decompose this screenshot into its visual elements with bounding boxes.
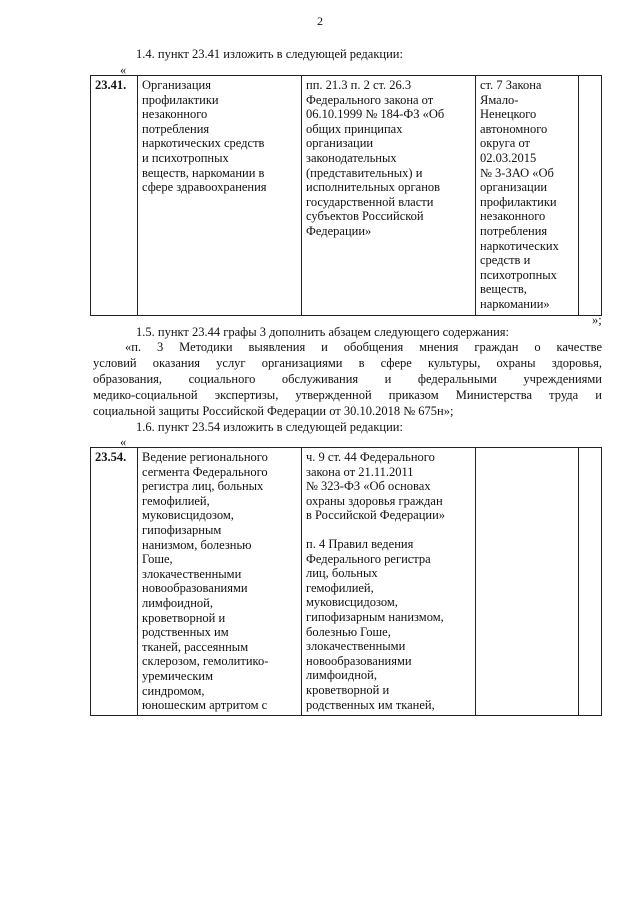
- table-23-54: [90, 447, 602, 716]
- federal-basis-part-1: ч. 9 ст. 44 Федерального закона от 21.11.2011 № 323-ФЗ «Об основах охраны здоровья граждан в Российской Федерации»: [306, 450, 446, 523]
- last-column: [579, 448, 602, 716]
- federal-basis: [302, 448, 476, 716]
- item-name: Организация профилактики незаконного потребления наркотических средств и психотропных веществ, наркомании в сфере здравоохранения: [138, 76, 302, 316]
- item-name: Ведение регионального сегмента Федерального регистра лиц, больных гемофилией, муковисцидозом, гипофизарным нанизмом, болезнью Гоше, злокачественными новообразованиями лимфоидной, кроветворной и родственных им тканей, рассеянным склерозом, гемолитико- уремическим синдромом, юношеским артритом с: [138, 448, 302, 716]
- federal-basis: пп. 21.3 п. 2 ст. 26.3 Федерального закона от 06.10.1999 № 184-ФЗ «Об общих принципах организации законодательных (представительных) и исполнительных органов государственной власти субъектов Российской Федерации»: [302, 76, 476, 316]
- regional-basis: [476, 448, 579, 716]
- table-row: [91, 76, 602, 316]
- federal-basis-part-2: п. 4 Правил ведения Федерального регистра лиц, больных гемофилией, муковисцидозом, гипофизарным нанизмом, болезнью Гоше, злокачественными новообразованиями лимфоидной, кроветворной и родственных им тканей,: [306, 536, 444, 712]
- paragraph-line: условий оказания услуг организациями в сфере культуры, охраны здоровья,: [93, 356, 602, 370]
- paragraph-line: образования, социального обслуживания и федеральными учреждениями: [93, 372, 602, 386]
- open-quote: «: [120, 63, 127, 77]
- open-quote: «: [120, 435, 127, 449]
- regional-basis: ст. 7 Закона Ямало- Ненецкого автономного округа от 02.03.2015 № 3-ЗАО «Об организации профилактики незаконного потребления наркотических средств и психотропных веществ, наркомании»: [476, 76, 579, 316]
- paragraph-line: «п. 3 Методики выявления и обобщения мнения граждан о качестве: [125, 340, 602, 354]
- page-number: 2: [317, 14, 323, 28]
- item-1-6: 1.6. пункт 23.54 изложить в следующей редакции:: [136, 420, 403, 434]
- paragraph-line: медико-социальной экспертизы, утвержденной приказом Министерства труда и: [93, 388, 602, 402]
- last-column: [579, 76, 602, 316]
- item-1-5: 1.5. пункт 23.44 графы 3 дополнить абзацем следующего содержания:: [136, 325, 509, 339]
- table-row: [91, 448, 602, 716]
- item-code: 23.54.: [91, 448, 138, 716]
- close-quote: »;: [592, 313, 602, 327]
- item-1-4: 1.4. пункт 23.41 изложить в следующей редакции:: [136, 47, 403, 61]
- paragraph-line: социальной защиты Российской Федерации от 30.10.2018 № 675н»;: [93, 404, 454, 418]
- table-23-41: [90, 75, 602, 316]
- item-code: 23.41.: [91, 76, 138, 316]
